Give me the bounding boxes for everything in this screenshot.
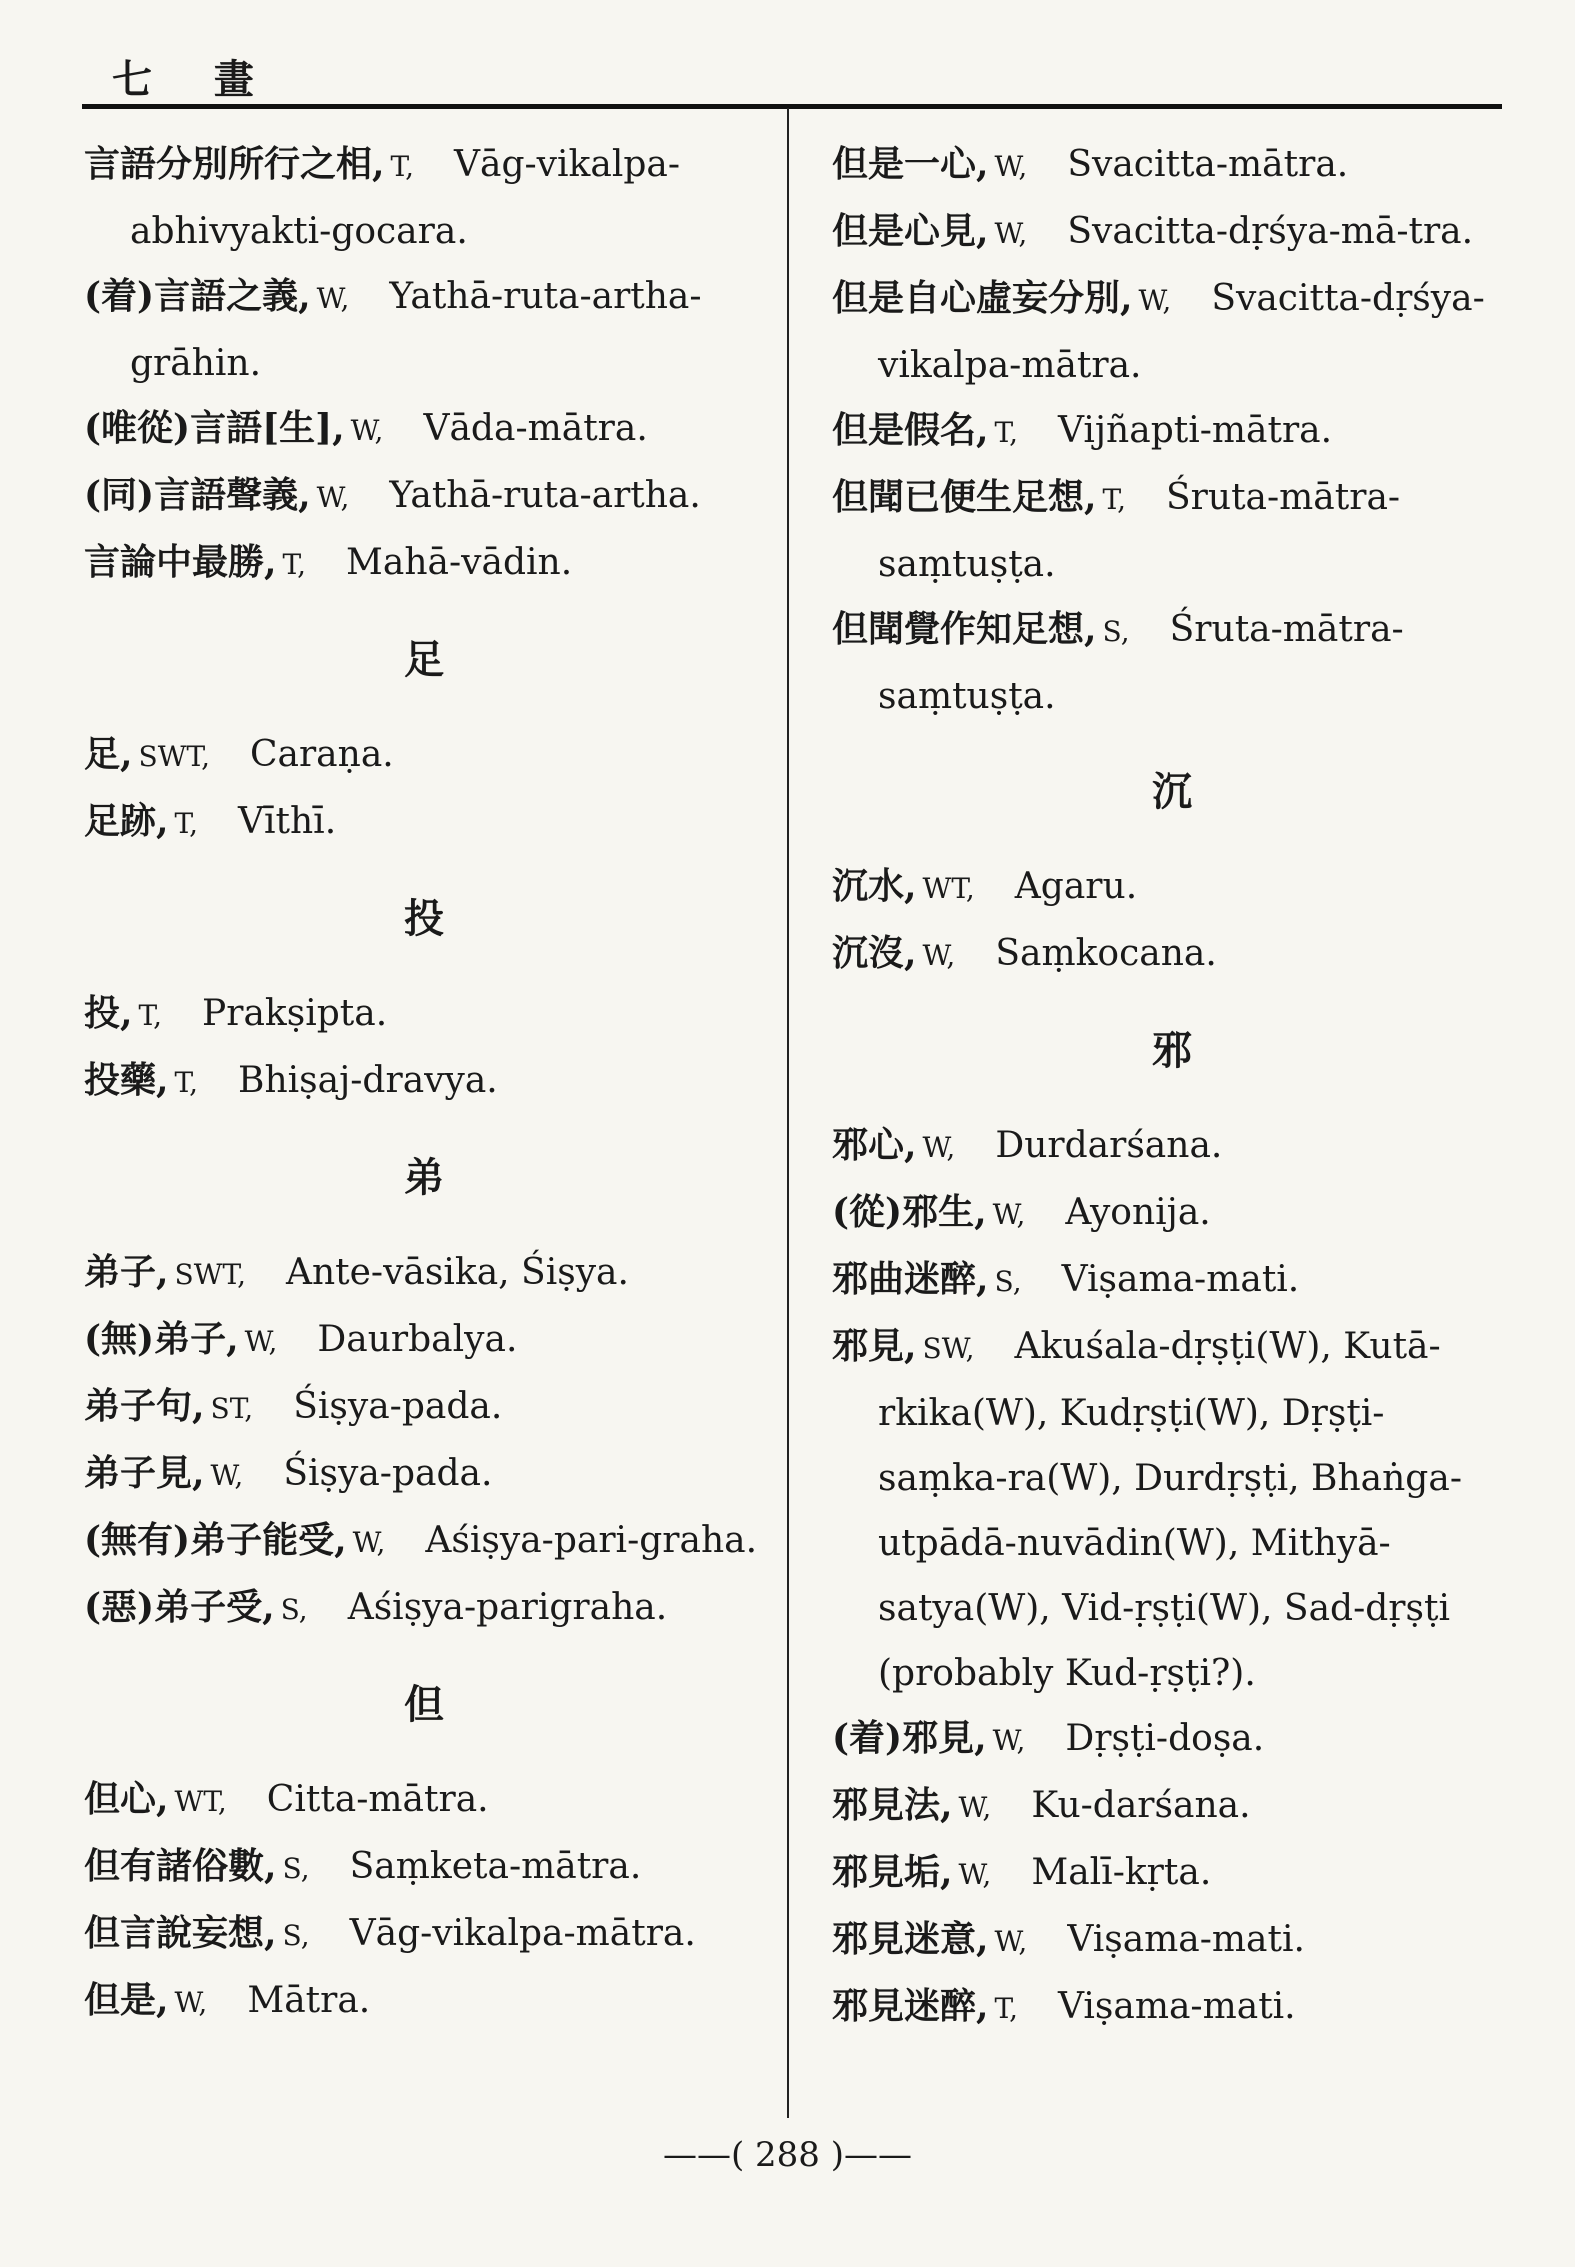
left-column (84, 132, 764, 2035)
entry-sanskrit: Svacitta-dṛśya-vikalpa-mātra. (878, 278, 1485, 386)
section-heading: 弟 (404, 1154, 444, 1201)
entry-sanskrit: Svacitta-mātra. (1067, 144, 1349, 185)
dictionary-entry (832, 199, 1512, 266)
entry-source: W, (958, 1858, 992, 1891)
dictionary-entry (832, 1247, 1512, 1314)
dictionary-entry (84, 530, 764, 597)
entry-sanskrit: Mahā-vādin. (346, 542, 573, 583)
section-heading: 但 (404, 1681, 444, 1728)
entry-term: 足跡, (84, 800, 169, 842)
entry-source: S, (282, 1919, 310, 1952)
column-divider (787, 108, 789, 2118)
dictionary-entry (832, 597, 1512, 729)
entry-source: T, (994, 416, 1019, 449)
entry-term: (從)邪生, (832, 1191, 987, 1233)
dictionary-entry (84, 1968, 764, 2035)
entry-source: W, (244, 1325, 278, 1358)
entry-term: 投藥, (84, 1059, 169, 1101)
entry-sanskrit: Agaru. (1014, 866, 1138, 907)
entry-sanskrit: Śiṣya-pada. (293, 1386, 503, 1427)
dictionary-entry (84, 1048, 764, 1115)
entry-sanskrit: Aśiṣya-pari-graha. (425, 1520, 758, 1561)
entry-source: S, (1102, 615, 1130, 648)
entry-source: S, (994, 1265, 1022, 1298)
dictionary-entry (84, 789, 764, 856)
dictionary-entry (832, 132, 1512, 199)
dictionary-entry (84, 1575, 764, 1642)
entry-source: S, (280, 1593, 308, 1626)
entry-term: (無)弟子, (84, 1318, 239, 1360)
entry-sanskrit: Saṃkocana. (995, 933, 1217, 974)
entry-term: 邪見迷意, (832, 1918, 989, 1960)
entry-sanskrit: Vāg-vikalpa-mātra. (349, 1913, 696, 1954)
page-number: ——( 288 )—— (662, 2135, 913, 2175)
entry-term: 但聞已便生足想, (832, 476, 1097, 518)
entry-sanskrit: Aśiṣya-parigraha. (347, 1587, 668, 1628)
dictionary-entry (832, 398, 1512, 465)
entry-sanskrit: Vijñapti-mātra. (1058, 410, 1333, 451)
dictionary-entry (84, 1767, 764, 1834)
entry-source: T, (174, 1066, 199, 1099)
entry-sanskrit: Daurbalya. (317, 1319, 518, 1360)
dictionary-entry (84, 1901, 764, 1968)
dictionary-entry (832, 1907, 1512, 1974)
entry-term: 但言說妄想, (84, 1912, 277, 1954)
entry-source: W, (316, 282, 350, 315)
entry-source: SWT, (174, 1258, 246, 1291)
entry-source: ST, (210, 1392, 254, 1425)
entry-term: (唯從)言語[生], (84, 407, 345, 449)
dictionary-entry (832, 266, 1512, 398)
entry-source: W, (1138, 284, 1172, 317)
entry-source: T, (138, 999, 163, 1032)
dictionary-entry (84, 981, 764, 1048)
entry-term: 邪見法, (832, 1784, 953, 1826)
entry-source: W, (174, 1986, 208, 2019)
entry-sanskrit: Ku-darśana. (1031, 1785, 1251, 1826)
entry-term: 邪見迷醉, (832, 1985, 989, 2027)
entry-term: 言論中最勝, (84, 541, 277, 583)
entry-source: W, (958, 1791, 992, 1824)
entry-sanskrit: Vīthī. (238, 801, 337, 842)
dictionary-entry (84, 463, 764, 530)
dictionary-entry (832, 1706, 1512, 1773)
entry-term: (惡)弟子受, (84, 1586, 275, 1628)
entry-term: 投, (84, 992, 133, 1034)
entry-source: S, (282, 1852, 310, 1885)
entry-sanskrit: Dṛṣṭi-doṣa. (1065, 1718, 1265, 1759)
dictionary-entry (832, 1773, 1512, 1840)
section-heading: 沉 (1152, 768, 1192, 815)
entry-sanskrit: Prakṣipta. (202, 993, 388, 1034)
entry-source: W, (994, 1925, 1028, 1958)
entry-term: 足, (84, 733, 133, 775)
dictionary-entry (84, 264, 764, 396)
dictionary-entry (84, 1441, 764, 1508)
dictionary-entry (832, 854, 1512, 921)
entry-term: 弟子見, (84, 1452, 205, 1494)
entry-sanskrit: Viṣama-mati. (1067, 1919, 1305, 1960)
entry-term: 但聞覺作知足想, (832, 608, 1097, 650)
dictionary-entry (84, 722, 764, 789)
entry-sanskrit: Śruta-mātra-saṃtuṣṭa. (878, 609, 1404, 717)
entry-source: W, (922, 939, 956, 972)
entry-term: 邪曲迷醉, (832, 1258, 989, 1300)
section-heading: 投 (404, 895, 444, 942)
entry-term: 但是一心, (832, 143, 989, 185)
entry-term: 但心, (84, 1778, 169, 1820)
dictionary-entry (832, 465, 1512, 597)
entry-source: T, (174, 807, 199, 840)
entry-sanskrit: Viṣama-mati. (1061, 1259, 1300, 1300)
entry-term: 弟子句, (84, 1385, 205, 1427)
entry-term: 弟子, (84, 1251, 169, 1293)
entry-source: W, (922, 1131, 956, 1164)
entry-sanskrit: Śruta-mātra-saṃtuṣṭa. (878, 477, 1401, 585)
entry-source: W, (352, 1526, 386, 1559)
dictionary-entry (84, 1834, 764, 1901)
entry-sanskrit: Svacitta-dṛśya-mā-tra. (1067, 211, 1474, 252)
dictionary-entry (84, 1374, 764, 1441)
entry-source: T, (390, 150, 415, 183)
entry-source: T, (994, 1992, 1019, 2025)
dictionary-entry (832, 921, 1512, 988)
entry-sanskrit: Malī-kṛta. (1031, 1852, 1212, 1893)
entry-term: 言語分別所行之相, (84, 143, 385, 185)
entry-source: T, (1102, 483, 1127, 516)
entry-term: 但是自心虛妄分別, (832, 277, 1133, 319)
entry-term: 但有諸俗數, (84, 1845, 277, 1887)
entry-sanskrit: Citta-mātra. (266, 1779, 489, 1820)
entry-sanskrit: Yathā-ruta-artha. (389, 475, 701, 516)
entry-sanskrit: Bhiṣaj-dravya. (238, 1060, 498, 1101)
entry-term: (着)邪見, (832, 1717, 987, 1759)
dictionary-entry (832, 1314, 1512, 1706)
entry-sanskrit: Yathā-ruta-artha-grāhin. (130, 276, 702, 384)
entry-term: 但是假名, (832, 409, 989, 451)
dictionary-entry (84, 1508, 764, 1575)
entry-term: (無有)弟子能受, (84, 1519, 347, 1561)
entry-sanskrit: Vāg-vikalpa-abhivyakti-gocara. (130, 144, 680, 252)
dictionary-entry (832, 1840, 1512, 1907)
entry-term: 但是心見, (832, 210, 989, 252)
entry-source: W, (210, 1459, 244, 1492)
dictionary-entry (832, 1180, 1512, 1247)
section-heading: 足 (404, 636, 444, 683)
entry-source: T, (282, 548, 307, 581)
entry-sanskrit: Durdarśana. (995, 1125, 1223, 1166)
entry-sanskrit: Śiṣya-pada. (283, 1453, 493, 1494)
entry-term: (同)言語聲義, (84, 474, 311, 516)
dictionary-entry (832, 1974, 1512, 2041)
dictionary-entry (84, 1307, 764, 1374)
entry-source: W, (992, 1198, 1026, 1231)
entry-sanskrit: Saṃketa-mātra. (349, 1846, 642, 1887)
entry-sanskrit: Caraṇa. (249, 734, 394, 775)
entry-source: W, (992, 1724, 1026, 1757)
entry-term: (着)言語之義, (84, 275, 311, 317)
entry-source: W, (350, 414, 384, 447)
entry-term: 邪見, (832, 1325, 917, 1367)
dictionary-entry (84, 132, 764, 264)
dictionary-entry (84, 396, 764, 463)
entry-sanskrit: Viṣama-mati. (1058, 1986, 1296, 2027)
entry-term: 邪見垢, (832, 1851, 953, 1893)
page-header (82, 48, 1502, 109)
entry-source: WT, (174, 1785, 227, 1818)
entry-term: 沉水, (832, 865, 917, 907)
entry-source: W, (994, 217, 1028, 250)
entry-term: 但是, (84, 1979, 169, 2021)
dictionary-entry (832, 1113, 1512, 1180)
entry-sanskrit: Ayonija. (1065, 1192, 1211, 1233)
entry-source: WT, (922, 872, 975, 905)
entry-source: W, (994, 150, 1028, 183)
entry-sanskrit: Mātra. (247, 1980, 371, 2021)
entry-sanskrit: Vāda-mātra. (423, 408, 648, 449)
entry-source: SW, (922, 1332, 975, 1365)
dictionary-entry (84, 1240, 764, 1307)
right-column (832, 132, 1512, 2041)
entry-source: SWT, (138, 740, 210, 773)
entry-sanskrit: Ante-vāsika, Śiṣya. (285, 1252, 629, 1293)
entry-term: 邪心, (832, 1124, 917, 1166)
entry-term: 沉沒, (832, 932, 917, 974)
entry-sanskrit: Akuśala-dṛṣṭi(W), Kutā-rkika(W), Kudṛṣṭi(W), Dṛṣṭi-saṃka-ra(W), Durdṛṣṭi, Bhaṅga-utpādā-nuvādin(W), Mithyā-satya(W), Vid-ṛṣṭi(W), Sad-dṛṣṭi (probably Kud-ṛṣṭi?). (878, 1326, 1462, 1694)
entry-source: W, (316, 481, 350, 514)
section-heading: 邪 (1152, 1027, 1192, 1074)
page-title: 七 畫 (112, 56, 278, 103)
